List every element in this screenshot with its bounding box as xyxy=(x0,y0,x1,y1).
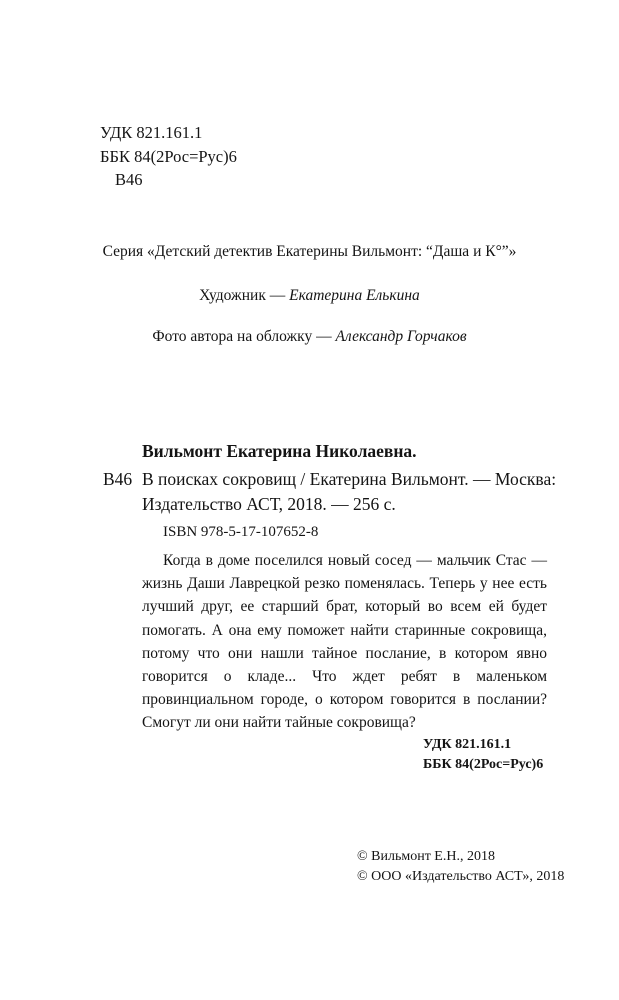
record-title: В поисках сокровищ / Екатерина Вильмонт. — Москва: Издательство АСТ, 2018. — 256 с. xyxy=(142,469,557,514)
bottom-classification-codes xyxy=(423,735,543,775)
copyright-publisher: © ООО «Издательство АСТ», 2018 xyxy=(357,869,565,884)
record-author: Вильмонт Екатерина Николаевна. xyxy=(142,441,417,461)
annotation-text: Когда в доме поселился новый сосед — мальчик Стас — жизнь Даши Лаврецкой резко поменялась. Теперь у нее есть лучший друг, ее старший брат, который во всем ей будет помогать. А она ему поможет найти старинные сокровища, потому что они нашли тайное послание, в котором явно говорится о кладе... Что ждет ребят в маленьком провинциальном городе, о котором говорится в послании? Смогут ли они найти тайные сокровища? xyxy=(142,552,547,732)
bottom-bbk-code: ББК 84(2Рос=Рус)6 xyxy=(423,757,544,772)
author-mark: В46 xyxy=(115,170,143,189)
illustrator-role: Художник — xyxy=(199,287,286,304)
illustrator-name: Екатерина Елькина xyxy=(289,287,420,304)
isbn: ISBN 978-5-17-107652-8 xyxy=(163,524,319,540)
illustrator-line xyxy=(0,287,619,305)
bottom-udk-code: УДК 821.161.1 xyxy=(423,737,512,752)
record-mark: В46 xyxy=(103,469,133,489)
series-line: Серия «Детский детектив Екатерины Вильмонт: “Даша и К°”» xyxy=(102,243,517,260)
udk-code: УДК 821.161.1 xyxy=(100,123,203,142)
classification-codes xyxy=(100,121,237,192)
bbk-code: ББК 84(2Рос=Рус)6 xyxy=(100,146,237,166)
cover-photo-line xyxy=(0,328,619,346)
cover-photo-name: Александр Горчаков xyxy=(335,328,467,345)
cover-photo-role: Фото автора на обложку — xyxy=(152,328,332,345)
copyright-author: © Вильмонт Е.Н., 2018 xyxy=(357,849,495,864)
copyright-block xyxy=(357,847,564,887)
